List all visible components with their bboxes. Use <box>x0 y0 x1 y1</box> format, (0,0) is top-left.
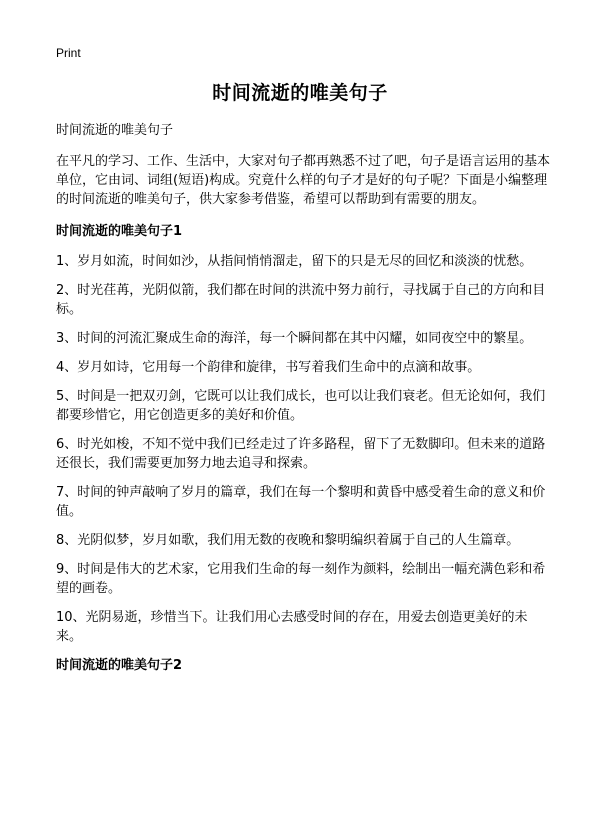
list-item: 2、时光荏苒，光阴似箭，我们都在时间的洪流中努力前行，寻找属于自己的方向和目标。 <box>56 283 546 317</box>
section-heading-2: 时间流逝的唯美句子2 <box>56 658 183 673</box>
list-item: 9、时间是伟大的艺术家，它用我们生命的每一刻作为颜料，绘制出一幅充满色彩和希望的画卷。 <box>56 562 546 596</box>
intro-paragraph: 在平凡的学习、工作、生活中，大家对句子都再熟悉不过了吧，句子是语言运用的基本单位，它由词、词组(短语)构成。究竟什么样的句子才是好的句子呢？下面是小编整理的时间流逝的唯美句子，供大家参考借鉴，希望可以帮助到有需要的朋友。 <box>56 154 551 207</box>
document-subtitle: 时间流逝的唯美句子 <box>56 123 174 138</box>
print-label: Print <box>56 46 81 60</box>
list-item: 6、时光如梭，不知不觉中我们已经走过了许多路程，留下了无数脚印。但未来的道路还很长，我们需要更加努力地去追寻和探索。 <box>56 437 546 471</box>
list-item: 1、岁月如流，时间如沙，从指间悄悄溜走，留下的只是无尽的回忆和淡淡的忧愁。 <box>56 254 533 269</box>
list-item: 10、光阴易逝，珍惜当下。让我们用心去感受时间的存在，用爱去创造更美好的未来。 <box>56 610 528 644</box>
list-item: 5、时间是一把双刃剑，它既可以让我们成长，也可以让我们衰老。但无论如何，我们都要珍惜它，用它创造更多的美好和价值。 <box>56 389 546 423</box>
list-item: 4、岁月如诗，它用每一个韵律和旋律，书写着我们生命中的点滴和故事。 <box>56 360 481 375</box>
document-title: 时间流逝的唯美句子 <box>212 82 388 104</box>
list-item: 8、光阴似梦，岁月如歌，我们用无数的夜晚和黎明编织着属于自己的人生篇章。 <box>56 533 520 548</box>
section-heading-1: 时间流逝的唯美句子1 <box>56 224 183 239</box>
list-item: 3、时间的河流汇聚成生命的海洋，每一个瞬间都在其中闪耀，如同夜空中的繁星。 <box>56 331 533 346</box>
list-item: 7、时间的钟声敲响了岁月的篇章，我们在每一个黎明和黄昏中感受着生命的意义和价值。 <box>56 485 546 519</box>
document-body <box>56 121 552 686</box>
